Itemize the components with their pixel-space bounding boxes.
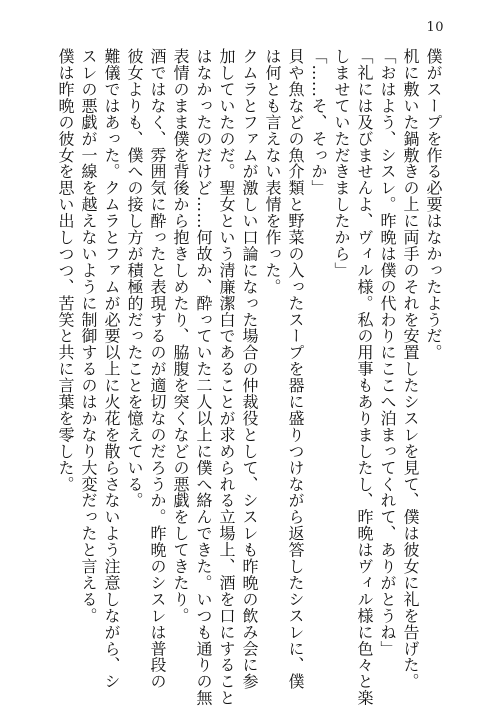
text-line-8: は何とも言えない表情を作った。 (263, 48, 282, 295)
text-line-9: クムラとファムが激しい口論になった場合の仲裁役として、シスレも昨晩の飲み会に参 (240, 48, 259, 690)
text-line-2: 机に敷いた鍋敷きの上に両手のそれを安置したシスレを見て、僕は彼女に礼を告げた。 (401, 48, 420, 690)
text-line-14: 彼女よりも、僕への接し方が積極的だったことを憶えている。 (125, 48, 144, 509)
text-line-6: 「……そ、そっか」 (309, 48, 328, 197)
text-line-10: 加していたのだ。聖女という清廉潔白であることが求められる立場上、酒を口にすること (217, 48, 236, 706)
text-line-1: 僕がスープを作る必要はなかったようだ。 (424, 48, 443, 361)
text-line-12: 表情のまま僕を背後から抱きしめたり、脇腹を突くなどの悪戯をしてきたり。 (171, 48, 190, 624)
text-line-11: はなかったのだけど……何故か、酔っていた二人以上に僕へ絡んできた。いつも通りの無 (194, 48, 213, 706)
text-line-13: 酒ではなく、雰囲気に酔ったと表現するのが適切なのだろうか。昨晩のシスレは普段の (148, 48, 167, 690)
text-line-16: スレの悪戯が一線を越えないように制御するのはかなり大変だったと言える。 (79, 48, 98, 624)
text-line-15: 難儀ではあった。クムラとファムが必要以上に火花を散らさないよう注意しながら、シ (102, 48, 121, 690)
text-line-17: 僕は昨晩の彼女を思い出しつつ、苦笑と共に言葉を零した。 (56, 48, 75, 493)
text-line-3: 「おはよう、シスレ。昨晩は僕の代わりにここへ泊まってくれて、ありがとうね」 (378, 48, 397, 657)
text-line-5: しませていただきましたから」 (332, 48, 351, 279)
text-line-4: 「礼には及びませんよ、ヴィル様。私の用事もありましたし、昨晩はヴィル様に色々と楽 (355, 48, 374, 706)
vertical-text-block (56, 48, 443, 706)
page-number: 10 (426, 20, 444, 35)
text-line-7: 貝や魚などの魚介類と野菜の入ったスープを器に盛りつけながら返答したシスレに、僕 (286, 48, 305, 690)
